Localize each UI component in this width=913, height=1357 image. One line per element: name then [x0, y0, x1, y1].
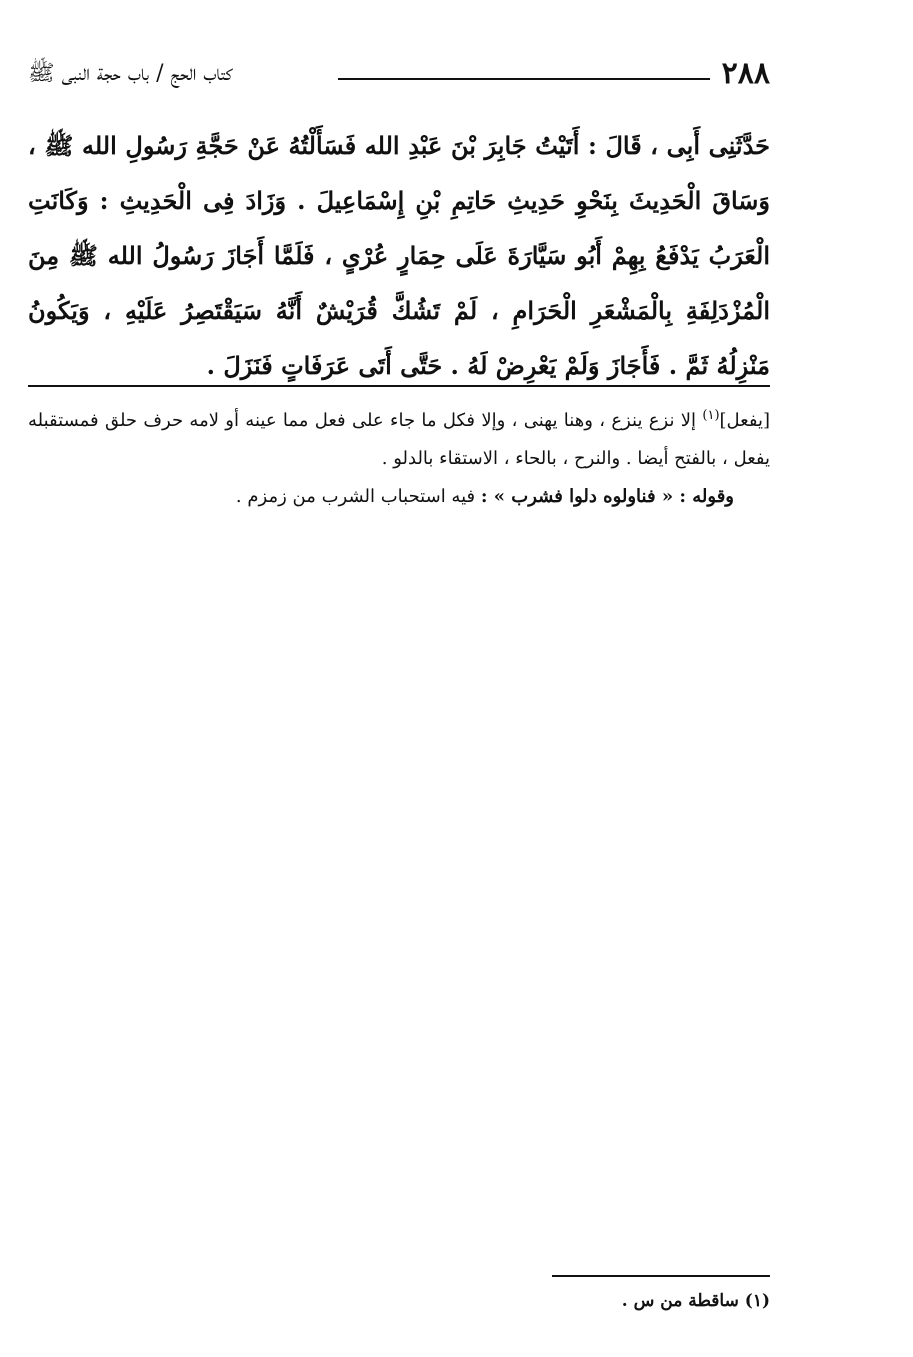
footnote-rule	[552, 1275, 770, 1277]
commentary-paragraph-2	[28, 478, 770, 516]
footnotes	[28, 1288, 770, 1314]
footnote-ref-1[interactable]: (١)	[702, 408, 720, 423]
commentary-text-2: فيه استحباب الشرب من زمزم .	[235, 486, 481, 507]
text-commentary-divider	[28, 385, 770, 387]
hadith-paragraph: حَدَّثَنِى أَبِى ، قَالَ : أَتَيْتُ جَابِرَ بْنَ عَبْدِ الله فَسَأَلْتُهُ عَنْ حَجَّةِ رَسُولِ الله ﷺ ، وَسَاقَ الْحَدِيثَ بِنَحْوِ حَدِيثِ حَاتِمِ بْنِ إِسْمَاعِيلَ . وَزَادَ فِى الْحَدِيثِ : وَكَانَتِ الْعَرَبُ يَدْفَعُ بِهِمْ أَبُو سَيَّارَةَ عَلَى حِمَارٍ عُرْىٍ ، فَلَمَّا أَجَازَ رَسُولُ الله ﷺ مِنَ الْمُزْدَلِفَةِ بِالْمَشْعَرِ الْحَرَامِ ، لَمْ تَشُكَّ قُرَيْشٌ أَنَّهُ سَيَقْتَصِرُ عَلَيْهِ ، وَيَكُونُ مَنْزِلُهُ ثَمَّ . فَأَجَازَ وَلَمْ يَعْرِضْ لَهُ . حَتَّى أَتَى عَرَفَاتٍ فَنَزَلَ .	[28, 131, 770, 380]
footnote-1: (١) ساقطة من س .	[621, 1291, 770, 1311]
running-title: كتاب الحج / باب حجة النبى ﷺ	[28, 61, 233, 86]
commentary	[28, 402, 770, 516]
commentary-quote: وقوله : « فناولوه دلوا فشرب » :	[480, 486, 734, 507]
commentary-term: [يفعل]	[719, 410, 770, 431]
commentary-paragraph-1	[28, 402, 770, 478]
commentary-text-1: إلا نزع ينزع ، وهنا يهنى ، وإلا فكل ما جاء على فعل مما عينه أو لامه حرف حلق فمستقبله يفعل ، بالفتح أيضا . والنرح ، بالحاء ، الاستقاء بالدلو .	[28, 410, 770, 469]
page-number: ٢٨٨	[721, 56, 770, 91]
hadith-text	[28, 118, 770, 393]
header-rule	[338, 78, 710, 80]
page-header	[28, 52, 770, 96]
